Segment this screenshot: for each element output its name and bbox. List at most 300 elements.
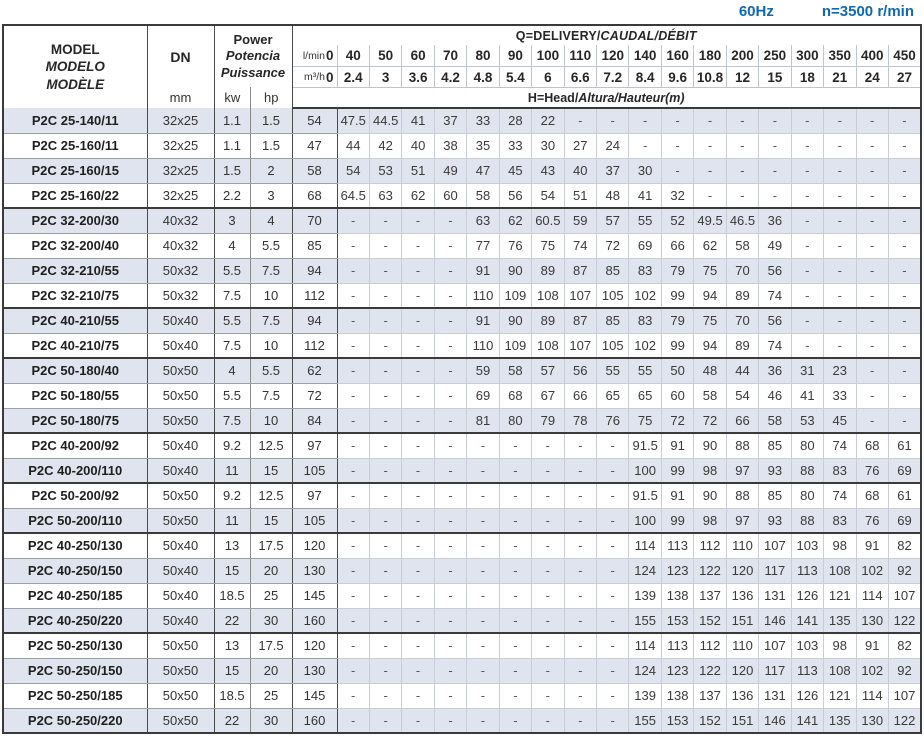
head-value-cell: -: [337, 233, 369, 258]
head-value-cell: 131: [759, 683, 791, 708]
head-value-cell: 54: [532, 183, 564, 208]
model-cell: P2C 40-210/75: [3, 333, 147, 358]
head-value-cell: -: [434, 258, 466, 283]
head-value-cell: 55: [597, 358, 629, 383]
head-value-cell: 56: [499, 183, 531, 208]
table-body: [3, 108, 921, 733]
head-value-cell: -: [369, 658, 401, 683]
head-value-cell: 58: [467, 183, 499, 208]
head-value-cell: 57: [532, 358, 564, 383]
head-value-cell: 145: [292, 583, 337, 608]
head-value-cell: 75: [629, 408, 661, 433]
head-value-cell: 41: [629, 183, 661, 208]
kw-cell: 22: [214, 708, 250, 733]
table-row: [3, 283, 921, 308]
head-value-cell: 45: [824, 408, 856, 433]
table-row: [3, 308, 921, 333]
flow-value-header: 80: [467, 45, 499, 66]
head-value-cell: 72: [694, 408, 726, 433]
hp-cell: 30: [250, 608, 292, 633]
head-value-cell: 69: [888, 508, 921, 533]
head-value-cell: 109: [499, 283, 531, 308]
head-value-cell: 130: [856, 608, 888, 633]
flow-value-header: 400: [856, 45, 888, 66]
flow-value-header: 12: [726, 66, 758, 87]
head-value-cell: -: [434, 233, 466, 258]
head-value-cell: -: [467, 608, 499, 633]
head-value-cell: -: [532, 433, 564, 458]
q-delivery-label: Q=DELIVERY/: [515, 28, 601, 43]
dn-cell: 50x40: [147, 333, 214, 358]
head-value-cell: -: [824, 183, 856, 208]
head-value-cell: 139: [629, 683, 661, 708]
head-value-cell: -: [532, 608, 564, 633]
head-value-cell: 70: [726, 258, 758, 283]
head-value-cell: 40: [402, 133, 434, 158]
head-value-cell: 141: [791, 708, 823, 733]
head-value-cell: -: [499, 558, 531, 583]
power-label-en: Power: [233, 32, 273, 48]
head-value-cell: -: [726, 133, 758, 158]
head-value-cell: -: [434, 383, 466, 408]
head-value-cell: -: [597, 683, 629, 708]
head-value-cell: 92: [888, 658, 921, 683]
kw-cell: 7.5: [214, 408, 250, 433]
table-row: [3, 133, 921, 158]
table-row: [3, 408, 921, 433]
head-value-cell: 85: [597, 258, 629, 283]
hp-cell: 3: [250, 183, 292, 208]
model-column-header: [3, 25, 147, 108]
model-cell: P2C 50-250/220: [3, 708, 147, 733]
head-value-cell: -: [532, 458, 564, 483]
head-value-cell: -: [402, 533, 434, 558]
head-value-cell: 75: [694, 308, 726, 333]
head-value-cell: -: [597, 508, 629, 533]
head-value-cell: -: [337, 258, 369, 283]
head-value-cell: -: [759, 183, 791, 208]
kw-cell: 1.1: [214, 108, 250, 133]
head-value-cell: -: [434, 683, 466, 708]
head-value-cell: -: [369, 483, 401, 508]
head-value-cell: 44: [726, 358, 758, 383]
head-value-cell: 155: [629, 708, 661, 733]
head-value-cell: 91: [467, 258, 499, 283]
head-value-cell: 107: [564, 283, 596, 308]
head-value-cell: -: [402, 508, 434, 533]
head-value-cell: 123: [661, 658, 693, 683]
head-value-cell: 120: [292, 533, 337, 558]
head-value-cell: -: [467, 433, 499, 458]
table-row: [3, 583, 921, 608]
head-value-cell: -: [467, 483, 499, 508]
head-value-cell: 120: [726, 658, 758, 683]
model-cell: P2C 25-160/15: [3, 158, 147, 183]
dn-cell: 50x50: [147, 383, 214, 408]
head-value-cell: 76: [856, 508, 888, 533]
head-value-cell: 122: [888, 708, 921, 733]
head-value-cell: 83: [629, 308, 661, 333]
model-label-en: MODEL: [50, 41, 100, 57]
hp-cell: 7.5: [250, 383, 292, 408]
head-value-cell: -: [369, 683, 401, 708]
flow-value-header: 9.6: [661, 66, 693, 87]
hp-cell: 17.5: [250, 633, 292, 658]
head-value-cell: -: [402, 558, 434, 583]
dn-cell: 50x50: [147, 358, 214, 383]
flow-value-header: 2.4: [337, 66, 369, 87]
table-row: [3, 533, 921, 558]
head-value-cell: 99: [661, 283, 693, 308]
head-value-cell: 59: [467, 358, 499, 383]
head-value-cell: -: [856, 408, 888, 433]
head-value-cell: 51: [564, 183, 596, 208]
model-cell: P2C 40-250/185: [3, 583, 147, 608]
head-value-cell: 89: [726, 283, 758, 308]
head-value-cell: -: [467, 458, 499, 483]
head-value-cell: 135: [824, 608, 856, 633]
head-value-cell: 107: [888, 683, 921, 708]
head-value-cell: 102: [629, 283, 661, 308]
head-value-cell: -: [824, 108, 856, 133]
head-value-cell: -: [434, 283, 466, 308]
head-value-cell: 46: [759, 383, 791, 408]
head-value-cell: 74: [759, 333, 791, 358]
head-value-cell: -: [856, 133, 888, 158]
head-value-cell: 102: [856, 558, 888, 583]
head-value-cell: -: [888, 133, 921, 158]
head-value-cell: 91: [467, 308, 499, 333]
head-value-cell: 138: [661, 583, 693, 608]
table-row: [3, 508, 921, 533]
head-value-cell: 81: [467, 408, 499, 433]
flow-value-header: 90: [499, 45, 531, 66]
head-value-cell: 37: [434, 108, 466, 133]
head-value-cell: 90: [694, 433, 726, 458]
head-value-cell: 117: [759, 558, 791, 583]
head-value-cell: -: [597, 708, 629, 733]
head-value-cell: 146: [759, 708, 791, 733]
dn-unit-label: mm: [169, 90, 192, 105]
flow-value-header: 3.6: [402, 66, 434, 87]
head-value-cell: -: [402, 683, 434, 708]
head-value-cell: 80: [791, 433, 823, 458]
head-value-cell: -: [467, 558, 499, 583]
head-value-cell: -: [661, 108, 693, 133]
hp-cell: 20: [250, 658, 292, 683]
model-cell: P2C 40-200/92: [3, 433, 147, 458]
head-value-cell: 56: [759, 308, 791, 333]
kw-cell: 5.5: [214, 383, 250, 408]
head-value-cell: -: [856, 383, 888, 408]
head-value-cell: -: [629, 108, 661, 133]
head-value-cell: -: [402, 583, 434, 608]
head-value-cell: 58: [292, 158, 337, 183]
head-value-cell: 151: [726, 708, 758, 733]
model-cell: P2C 25-160/22: [3, 183, 147, 208]
head-value-cell: 91.5: [629, 433, 661, 458]
flow-lmin-zero-cell: [292, 45, 337, 66]
head-value-cell: 85: [597, 308, 629, 333]
model-cell: P2C 32-210/75: [3, 283, 147, 308]
head-value-cell: -: [888, 408, 921, 433]
head-value-cell: 97: [726, 458, 758, 483]
head-value-cell: -: [791, 333, 823, 358]
head-value-cell: 80: [499, 408, 531, 433]
dn-cell: 40x32: [147, 208, 214, 233]
head-value-cell: 152: [694, 608, 726, 633]
flow-value-header: 4.2: [434, 66, 466, 87]
head-value-cell: 44.5: [369, 108, 401, 133]
table-row: [3, 433, 921, 458]
hp-unit-label: hp: [250, 87, 291, 108]
head-value-cell: -: [434, 333, 466, 358]
head-value-cell: 72: [661, 408, 693, 433]
head-value-cell: 33: [499, 133, 531, 158]
head-value-cell: -: [597, 483, 629, 508]
head-value-cell: -: [726, 108, 758, 133]
head-value-cell: 40: [564, 158, 596, 183]
head-value-cell: -: [564, 708, 596, 733]
head-value-cell: -: [499, 583, 531, 608]
head-value-cell: 153: [661, 608, 693, 633]
head-value-cell: -: [532, 583, 564, 608]
head-value-cell: 112: [694, 633, 726, 658]
head-value-cell: -: [434, 308, 466, 333]
head-value-cell: 51: [402, 158, 434, 183]
model-cell: P2C 40-250/220: [3, 608, 147, 633]
flow-value-header: 3: [369, 66, 401, 87]
head-value-cell: -: [434, 658, 466, 683]
head-value-cell: 139: [629, 583, 661, 608]
head-value-cell: 91: [856, 633, 888, 658]
head-value-cell: 98: [824, 533, 856, 558]
head-value-cell: -: [337, 358, 369, 383]
head-value-cell: 89: [726, 333, 758, 358]
head-value-cell: -: [337, 433, 369, 458]
flow-value-header: 18: [791, 66, 823, 87]
head-value-cell: -: [791, 308, 823, 333]
head-value-cell: 60: [434, 183, 466, 208]
hp-cell: 7.5: [250, 258, 292, 283]
head-value-cell: 91: [661, 433, 693, 458]
head-value-cell: 114: [629, 533, 661, 558]
head-value-cell: 137: [694, 583, 726, 608]
flow-value-header: 27: [888, 66, 921, 87]
head-value-cell: -: [726, 183, 758, 208]
head-value-cell: 48: [597, 183, 629, 208]
head-value-cell: 33: [467, 108, 499, 133]
head-value-cell: 105: [597, 333, 629, 358]
head-value-cell: 137: [694, 683, 726, 708]
head-value-cell: 74: [824, 483, 856, 508]
head-value-cell: -: [694, 158, 726, 183]
head-value-cell: -: [337, 458, 369, 483]
dn-cell: 50x40: [147, 558, 214, 583]
head-value-cell: 58: [726, 233, 758, 258]
head-value-cell: -: [856, 308, 888, 333]
head-value-cell: 72: [292, 383, 337, 408]
head-value-cell: 97: [292, 433, 337, 458]
head-value-cell: 47.5: [337, 108, 369, 133]
head-value-cell: 74: [759, 283, 791, 308]
head-value-cell: -: [369, 433, 401, 458]
model-cell: P2C 50-180/55: [3, 383, 147, 408]
head-value-cell: -: [402, 358, 434, 383]
model-cell: P2C 40-210/55: [3, 308, 147, 333]
head-value-cell: -: [856, 183, 888, 208]
head-value-cell: 138: [661, 683, 693, 708]
kw-cell: 5.5: [214, 308, 250, 333]
head-value-cell: -: [499, 508, 531, 533]
head-value-cell: 57: [597, 208, 629, 233]
dn-cell: 50x40: [147, 583, 214, 608]
head-value-cell: 49.5: [694, 208, 726, 233]
kw-cell: 22: [214, 608, 250, 633]
head-value-cell: 113: [661, 533, 693, 558]
dn-cell: 50x40: [147, 458, 214, 483]
head-value-cell: 120: [726, 558, 758, 583]
head-value-cell: -: [532, 508, 564, 533]
hp-cell: 20: [250, 558, 292, 583]
head-value-cell: 88: [726, 433, 758, 458]
head-value-cell: -: [597, 558, 629, 583]
dn-cell: 50x50: [147, 658, 214, 683]
head-value-cell: 103: [791, 533, 823, 558]
head-value-cell: -: [824, 308, 856, 333]
head-value-cell: -: [337, 483, 369, 508]
head-value-cell: -: [369, 408, 401, 433]
head-value-cell: 120: [292, 633, 337, 658]
head-value-cell: 55: [629, 208, 661, 233]
head-value-cell: 126: [791, 583, 823, 608]
head-value-cell: -: [759, 133, 791, 158]
head-value-cell: 123: [661, 558, 693, 583]
head-value-cell: 93: [759, 508, 791, 533]
head-value-cell: -: [337, 283, 369, 308]
hp-cell: 10: [250, 333, 292, 358]
flow-value-header: 7.2: [597, 66, 629, 87]
head-value-cell: -: [337, 308, 369, 333]
flow-m3h-zero: 0: [325, 69, 334, 85]
head-value-cell: 75: [694, 258, 726, 283]
head-value-cell: -: [369, 533, 401, 558]
head-value-cell: 79: [661, 308, 693, 333]
head-value-cell: -: [791, 108, 823, 133]
head-value-cell: -: [824, 233, 856, 258]
head-value-cell: -: [597, 633, 629, 658]
head-value-cell: 62: [694, 233, 726, 258]
dn-cell: 50x50: [147, 683, 214, 708]
head-value-cell: 36: [759, 208, 791, 233]
head-value-cell: 105: [292, 508, 337, 533]
head-value-cell: 83: [824, 458, 856, 483]
head-value-cell: 114: [856, 683, 888, 708]
head-value-cell: 121: [824, 683, 856, 708]
table-row: [3, 358, 921, 383]
head-value-cell: 97: [292, 483, 337, 508]
head-value-cell: -: [369, 583, 401, 608]
head-value-cell: 109: [499, 333, 531, 358]
head-value-cell: -: [824, 133, 856, 158]
head-value-cell: 110: [467, 283, 499, 308]
head-value-cell: -: [888, 383, 921, 408]
head-value-cell: -: [337, 533, 369, 558]
head-value-cell: -: [564, 633, 596, 658]
dn-cell: 32x25: [147, 108, 214, 133]
head-value-cell: 136: [726, 583, 758, 608]
flow-value-header: 10.8: [694, 66, 726, 87]
head-value-cell: 42: [369, 133, 401, 158]
head-value-cell: -: [337, 383, 369, 408]
head-value-cell: 62: [402, 183, 434, 208]
head-value-cell: 98: [694, 458, 726, 483]
hp-cell: 15: [250, 458, 292, 483]
table-row: [3, 158, 921, 183]
head-value-cell: -: [791, 183, 823, 208]
head-value-cell: 54: [337, 158, 369, 183]
model-cell: P2C 50-250/185: [3, 683, 147, 708]
head-value-cell: -: [434, 483, 466, 508]
head-value-cell: 49: [434, 158, 466, 183]
head-value-cell: 62: [292, 358, 337, 383]
head-value-cell: 153: [661, 708, 693, 733]
power-label-es: Potencia: [225, 48, 281, 64]
head-value-cell: -: [856, 158, 888, 183]
head-value-cell: 69: [467, 383, 499, 408]
flow-value-header: 350: [824, 45, 856, 66]
hp-cell: 15: [250, 508, 292, 533]
head-value-cell: -: [888, 233, 921, 258]
head-value-cell: -: [369, 558, 401, 583]
kw-unit-label: kw: [224, 90, 241, 105]
head-value-cell: 87: [564, 258, 596, 283]
power-column-header: [214, 25, 292, 108]
head-value-cell: -: [694, 108, 726, 133]
kw-cell: 11: [214, 508, 250, 533]
head-value-cell: -: [856, 358, 888, 383]
head-value-cell: 66: [564, 383, 596, 408]
flow-value-header: 110: [564, 45, 596, 66]
flow-value-header: 120: [597, 45, 629, 66]
hp-cell: 10: [250, 408, 292, 433]
dn-cell: 50x32: [147, 283, 214, 308]
dn-cell: 50x40: [147, 608, 214, 633]
flow-value-header: 60: [402, 45, 434, 66]
head-value-cell: 75: [532, 233, 564, 258]
kw-cell: 5.5: [214, 258, 250, 283]
hp-cell: 7.5: [250, 308, 292, 333]
head-value-cell: -: [856, 208, 888, 233]
table-header: [3, 25, 921, 108]
kw-cell: 4: [214, 233, 250, 258]
dn-cell: 50x50: [147, 633, 214, 658]
head-value-cell: -: [564, 108, 596, 133]
head-value-cell: 160: [292, 708, 337, 733]
head-value-cell: 121: [824, 583, 856, 608]
hp-cell: 5.5: [250, 233, 292, 258]
head-value-cell: -: [337, 408, 369, 433]
dn-cell: 32x25: [147, 183, 214, 208]
head-value-cell: -: [434, 433, 466, 458]
head-value-cell: 97: [726, 508, 758, 533]
head-value-cell: 88: [726, 483, 758, 508]
head-value-cell: 60: [661, 383, 693, 408]
model-cell: P2C 40-250/130: [3, 533, 147, 558]
head-value-cell: 58: [759, 408, 791, 433]
kw-cell: 15: [214, 558, 250, 583]
head-value-cell: 108: [532, 333, 564, 358]
